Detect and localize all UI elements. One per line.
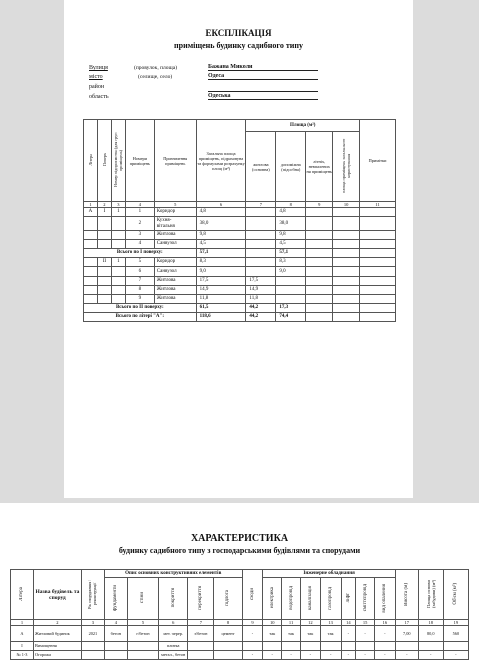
- cell-group: [111, 276, 125, 285]
- cell-empty: [360, 312, 396, 321]
- cell-empty: [333, 294, 360, 303]
- cell-empty: [333, 303, 360, 312]
- cell-floor: І: [97, 208, 111, 217]
- cell-empty: [333, 285, 360, 294]
- structure-cell: [214, 642, 242, 651]
- h2-year: Рік спорудження / реконструкції: [81, 570, 104, 620]
- structure-cell: -: [242, 626, 263, 642]
- h2-name: Назва будівель та споруд: [33, 570, 81, 620]
- explication-subtitle: приміщень будинку садибного типу: [174, 41, 303, 50]
- cell-aux: 17,3: [276, 303, 306, 312]
- cell-aux: 38,0: [276, 217, 306, 231]
- structure-cell: [341, 642, 356, 651]
- characteristic-page: [0, 503, 479, 670]
- structure-cell: -: [395, 651, 418, 660]
- cell-floor: [97, 231, 111, 240]
- room-row: [84, 285, 396, 294]
- cell-empty: [360, 267, 396, 276]
- cell-no: 9: [125, 294, 154, 303]
- h2-built-area: Площа основи (забудови) (м²): [418, 570, 443, 620]
- structure-cell: [374, 642, 395, 651]
- cell-litera: [84, 240, 98, 249]
- cell-total: 9,0: [196, 267, 246, 276]
- cell-empty: [360, 276, 396, 285]
- cell-empty: [360, 217, 396, 231]
- column-number: 16: [374, 620, 395, 626]
- cell-empty: [306, 240, 333, 249]
- header-floor: Поверх: [97, 120, 111, 202]
- characteristic-subtitle: будинку садибного типу з господарськими будівлями та спорудами: [118, 546, 361, 555]
- cell-no: 8: [125, 285, 154, 294]
- cell-name: Коридор: [154, 258, 196, 267]
- cell-aux: 57,1: [276, 249, 306, 258]
- column-number: 8: [214, 620, 242, 626]
- structure-row: [11, 651, 469, 660]
- cell-litera: [84, 267, 98, 276]
- structure-cell: -: [356, 626, 375, 642]
- cell-empty: [306, 258, 333, 267]
- cell-empty: [333, 231, 360, 240]
- column-number: 6: [159, 620, 188, 626]
- column-number: 7: [188, 620, 214, 626]
- structure-cell: плитка: [159, 642, 188, 651]
- cell-aux: 8,3: [276, 258, 306, 267]
- column-number: 15: [356, 620, 375, 626]
- address-city-value: Одеса: [208, 73, 318, 80]
- cell-empty: [306, 276, 333, 285]
- room-row: [84, 231, 396, 240]
- header-other: площа приміщень загальнього користування: [333, 132, 360, 202]
- room-row: [84, 267, 396, 276]
- cell-aux: 4,5: [276, 240, 306, 249]
- structure-cell: [81, 642, 104, 651]
- header-room-no: Номери приміщень: [125, 120, 154, 202]
- h2-walls: стіни: [127, 578, 158, 620]
- cell-living: [246, 267, 276, 276]
- structure-row: [11, 642, 469, 651]
- structure-cell: -: [341, 651, 356, 660]
- cell-litera: [84, 217, 98, 231]
- cell-empty: [333, 249, 360, 258]
- cell-aux: [276, 285, 306, 294]
- characteristic-title: ХАРАКТЕРИСТИКА: [190, 533, 289, 544]
- header-aux: допоміжна (підсобна): [276, 132, 306, 202]
- structure-cell: [81, 651, 104, 660]
- cell-living: [246, 258, 276, 267]
- cell-aux: [276, 294, 306, 303]
- h2-partitions: перекриття: [188, 578, 214, 620]
- subtotal-row: [84, 249, 396, 258]
- h2-floors: підлога: [214, 578, 242, 620]
- cell-name: Коридор: [154, 208, 196, 217]
- cell-living: 44,2: [246, 303, 276, 312]
- explication-page: [64, 0, 413, 498]
- structure-cell: [356, 642, 375, 651]
- h2-lift: ліфт: [341, 578, 356, 620]
- room-row: [84, 208, 396, 217]
- structure-cell: так: [263, 626, 282, 642]
- cell-floor: [97, 276, 111, 285]
- column-number: 19: [443, 620, 468, 626]
- header-summer: літніх, невпалених ня приміщень: [306, 132, 333, 202]
- header-purpose: Призначення приміщень: [154, 120, 196, 202]
- structure-cell: -: [374, 626, 395, 642]
- header-note: Примітки: [360, 120, 396, 202]
- structure-cell: -: [443, 651, 468, 660]
- cell-empty: [360, 285, 396, 294]
- h2-litera: Літера: [11, 570, 34, 620]
- structure-cell: [242, 642, 263, 651]
- structure-cell: [282, 642, 301, 651]
- cell-litera: А: [84, 208, 98, 217]
- address-district-label: район: [89, 84, 105, 90]
- column-number: 9: [242, 620, 263, 626]
- header-total-area: Загальна площа приміщень, підраховуна та формулами розрахунку площ (м²): [196, 120, 246, 202]
- cell-litera: [84, 276, 98, 285]
- header-group: Номер підприємства (для груп приміщень): [111, 120, 125, 202]
- structure-cell: г/бетон: [127, 626, 158, 642]
- cell-living: 11,8: [246, 294, 276, 303]
- cell-empty: [306, 208, 333, 217]
- structure-cell: [104, 642, 127, 651]
- structure-cell: № 1-3: [11, 651, 34, 660]
- structure-cell: [214, 651, 242, 660]
- address-street-value: Бажана Миколи: [208, 64, 318, 71]
- cell-name: Санвузол: [154, 267, 196, 276]
- cell-litera: [84, 258, 98, 267]
- cell-floor: [97, 285, 111, 294]
- subtotal-label: Всього по літері "А":: [84, 312, 197, 321]
- column-number: 11: [282, 620, 301, 626]
- h2-gas: газопровід: [320, 578, 341, 620]
- h2-foundation: фундаменти: [104, 578, 127, 620]
- h2-utilities: Інженерне обладнання: [263, 570, 395, 578]
- cell-aux: 9,8: [276, 231, 306, 240]
- cell-total: 61,5: [196, 303, 246, 312]
- structure-cell: [418, 642, 443, 651]
- cell-name: Житлова: [154, 231, 196, 240]
- cell-total: 8,3: [196, 258, 246, 267]
- cell-floor: [97, 267, 111, 276]
- cell-no: 4: [125, 240, 154, 249]
- cell-living: [246, 217, 276, 231]
- cell-litera: [84, 231, 98, 240]
- cell-empty: [333, 217, 360, 231]
- cell-total: 38,0: [196, 217, 246, 231]
- structure-cell: [443, 642, 468, 651]
- cell-empty: [333, 312, 360, 321]
- cell-total: 11,8: [196, 294, 246, 303]
- column-number: 10: [263, 620, 282, 626]
- cell-living: [246, 240, 276, 249]
- structure-cell: І: [11, 642, 34, 651]
- cell-empty: [306, 217, 333, 231]
- structure-cell: Огорожа: [33, 651, 81, 660]
- column-numbers-row: 1 2 3 4 5 6 7 8 9 10 11: [84, 202, 396, 208]
- cell-empty: [306, 303, 333, 312]
- cell-living: 14,9: [246, 285, 276, 294]
- cell-aux: 4,8: [276, 208, 306, 217]
- cell-floor: [97, 294, 111, 303]
- h2-height: Висота (м): [395, 570, 418, 620]
- h2-electric: електрика: [263, 578, 282, 620]
- cell-empty: [306, 249, 333, 258]
- cell-no: 1: [125, 208, 154, 217]
- column-number: 18: [418, 620, 443, 626]
- cell-no: 2: [125, 217, 154, 231]
- cell-aux: 74,4: [276, 312, 306, 321]
- structure-cell: [188, 651, 214, 660]
- column-number: 13: [320, 620, 341, 626]
- structure-cell: Житловий будинок: [33, 626, 81, 642]
- cell-living: 44,2: [246, 312, 276, 321]
- cell-empty: [333, 276, 360, 285]
- column-number: 12: [300, 620, 320, 626]
- subtotal-label: Всього по ІІ поверху:: [84, 303, 197, 312]
- explication-title: ЕКСПЛІКАЦІЯ: [205, 28, 272, 38]
- structure-cell: -: [242, 651, 263, 660]
- cell-empty: [333, 258, 360, 267]
- explication-table: [83, 119, 396, 322]
- room-row: [84, 217, 396, 231]
- cell-aux: [276, 276, 306, 285]
- address-district-line: [208, 91, 318, 92]
- column-number: 14: [341, 620, 356, 626]
- cell-floor: [97, 240, 111, 249]
- structure-cell: А: [11, 626, 34, 642]
- structure-cell: [127, 642, 158, 651]
- structure-cell: [127, 651, 158, 660]
- structure-cell: Вимощення: [33, 642, 81, 651]
- room-row: [84, 294, 396, 303]
- structure-cell: 80,0: [418, 626, 443, 642]
- cell-empty: [360, 208, 396, 217]
- cell-no: 7: [125, 276, 154, 285]
- h2-garbage: сміттєпровід: [356, 578, 375, 620]
- cell-group: [111, 267, 125, 276]
- cell-empty: [333, 208, 360, 217]
- cell-total: 118,6: [196, 312, 246, 321]
- address-region-label: область: [89, 94, 109, 100]
- column-number: 1: [11, 620, 34, 626]
- h2-water: водопровід: [282, 578, 301, 620]
- cell-group: [111, 294, 125, 303]
- h2-sewer: каналізація: [300, 578, 320, 620]
- cell-empty: [360, 240, 396, 249]
- structure-cell: -: [320, 651, 341, 660]
- cell-empty: [360, 231, 396, 240]
- structure-cell: [395, 642, 418, 651]
- cell-total: 17,5: [196, 276, 246, 285]
- header-area-group: Площа (м²): [246, 120, 360, 132]
- address-street-hint: (провулок, площа): [134, 65, 178, 71]
- cell-no: 5: [125, 258, 154, 267]
- structure-cell: 2021: [81, 626, 104, 642]
- room-row: [84, 240, 396, 249]
- structure-cell: так: [282, 626, 301, 642]
- cell-no: 6: [125, 267, 154, 276]
- structure-cell: [263, 642, 282, 651]
- h2-volume: Об'єм (м³): [443, 570, 468, 620]
- cell-living: 17,5: [246, 276, 276, 285]
- structure-cell: -: [282, 651, 301, 660]
- h2-stairs: сходи: [242, 570, 263, 620]
- cell-group: [111, 285, 125, 294]
- structure-cell: 7,00: [395, 626, 418, 642]
- structure-cell: -: [374, 651, 395, 660]
- cell-empty: [306, 312, 333, 321]
- cell-living: [246, 249, 276, 258]
- header-living: житлова (основна): [246, 132, 276, 202]
- subtotal-row: [84, 312, 396, 321]
- cell-group: [111, 217, 125, 231]
- cell-floor: ІІ: [97, 258, 111, 267]
- column-number: 3: [81, 620, 104, 626]
- structure-cell: -: [418, 651, 443, 660]
- cell-empty: [306, 294, 333, 303]
- header-litera: Літера: [84, 120, 98, 202]
- structure-row: [11, 626, 469, 642]
- cell-group: [111, 231, 125, 240]
- cell-total: 9,8: [196, 231, 246, 240]
- cell-empty: [360, 303, 396, 312]
- cell-empty: [306, 267, 333, 276]
- cell-group: 1: [111, 208, 125, 217]
- cell-empty: [333, 240, 360, 249]
- h2-elements: Опис основних конструктивних елементів: [104, 570, 242, 578]
- structure-cell: [188, 642, 214, 651]
- structure-cell: так: [300, 626, 320, 642]
- cell-empty: [360, 294, 396, 303]
- structure-cell: метал., бетон: [159, 651, 188, 660]
- structure-cell: -: [341, 626, 356, 642]
- cell-living: [246, 208, 276, 217]
- structure-cell: з/бетон: [188, 626, 214, 642]
- structure-cell: -: [263, 651, 282, 660]
- structure-cell: цемент: [214, 626, 242, 642]
- structure-cell: -: [300, 651, 320, 660]
- cell-empty: [360, 249, 396, 258]
- cell-name: Житлова: [154, 285, 196, 294]
- cell-empty: [360, 258, 396, 267]
- characteristic-table: [10, 569, 469, 660]
- structure-cell: [320, 642, 341, 651]
- cell-name: Житлова: [154, 276, 196, 285]
- cell-group: 1: [111, 258, 125, 267]
- cell-name: Житлова: [154, 294, 196, 303]
- cell-litera: [84, 285, 98, 294]
- cell-litera: [84, 294, 98, 303]
- cell-empty: [306, 285, 333, 294]
- h2-heating: вид опалення: [374, 578, 395, 620]
- structure-cell: 560: [443, 626, 468, 642]
- cell-total: 57,1: [196, 249, 246, 258]
- structure-cell: [300, 642, 320, 651]
- cell-total: 14,9: [196, 285, 246, 294]
- structure-cell: мет. черер.: [159, 626, 188, 642]
- cell-empty: [306, 231, 333, 240]
- cell-living: [246, 231, 276, 240]
- column-number: 5: [127, 620, 158, 626]
- room-row: [84, 276, 396, 285]
- h2-roofs: покриття: [159, 578, 188, 620]
- structure-cell: -: [356, 651, 375, 660]
- structure-cell: [104, 651, 127, 660]
- room-row: [84, 258, 396, 267]
- address-city-hint: (селище, село): [138, 74, 173, 80]
- address-city-label: місто: [89, 74, 103, 80]
- column-number: 17: [395, 620, 418, 626]
- address-region-value: Одеська: [208, 93, 318, 100]
- subtotal-row: [84, 303, 396, 312]
- cell-name: Санвузол: [154, 240, 196, 249]
- subtotal-label: Всього по І поверху:: [84, 249, 197, 258]
- cell-group: [111, 240, 125, 249]
- column-number: 4: [104, 620, 127, 626]
- column-number: 2: [33, 620, 81, 626]
- cell-aux: 9,0: [276, 267, 306, 276]
- cell-empty: [333, 267, 360, 276]
- cell-floor: [97, 217, 111, 231]
- cell-name: Кухня- вітальня: [154, 217, 196, 231]
- structure-cell: бетон: [104, 626, 127, 642]
- cell-total: 4,5: [196, 240, 246, 249]
- address-street-label: Вулиця: [89, 65, 108, 71]
- structure-cell: так: [320, 626, 341, 642]
- cell-total: 4,8: [196, 208, 246, 217]
- cell-no: 3: [125, 231, 154, 240]
